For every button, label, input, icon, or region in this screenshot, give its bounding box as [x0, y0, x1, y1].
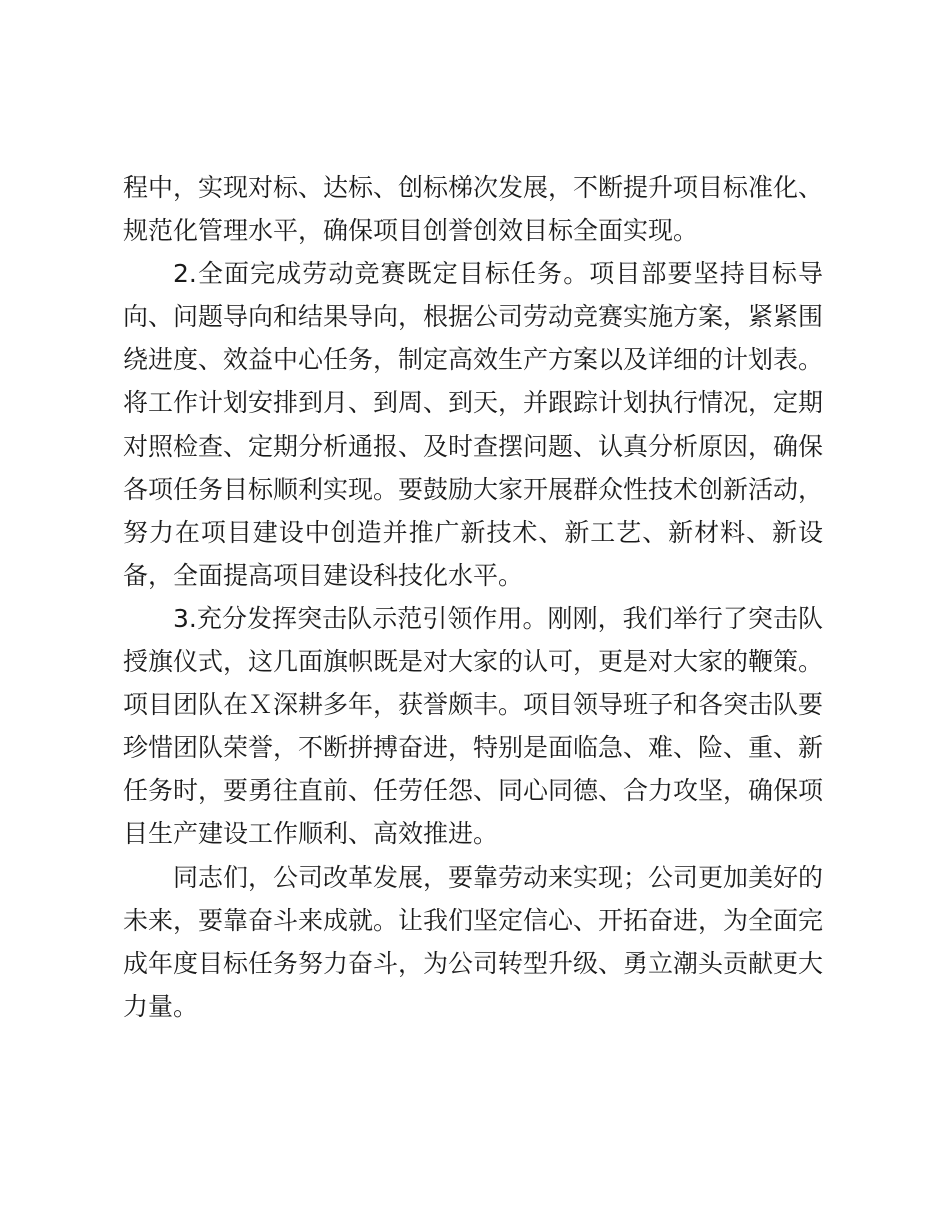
- document-body: [123, 166, 823, 1028]
- text-line: 向、问题导向和结果导向，根据公司劳动竞赛实施方案，紧紧围: [123, 302, 824, 332]
- paragraph-2: [123, 252, 823, 597]
- text-line: 授旗仪式，这几面旗帜既是对大家的认可，更是对大家的鞭策。: [123, 647, 824, 677]
- text-line: 努力在项目建设中创造并推广新技术、新工艺、新材料、新设: [123, 517, 823, 547]
- text-line: 绕进度、效益中心任务，制定高效生产方案以及详细的计划表。: [123, 345, 824, 375]
- text-line: 成年度目标任务努力奋斗，为公司转型升级、勇立潮头贡献更大: [123, 948, 824, 978]
- text-line: 项目团队在Ｘ深耕多年，获誉颇丰。项目领导班子和各突击队要: [123, 690, 824, 720]
- text-line: 备，全面提高项目建设科技化水平。: [123, 560, 524, 590]
- text-line: 珍惜团队荣誉，不断拼搏奋进，特别是面临急、难、险、重、新: [123, 733, 824, 763]
- text-line: 目生产建设工作顺利、高效推进。: [123, 819, 499, 849]
- text-line: 规范化管理水平，确保项目创誉创效目标全面实现。: [123, 216, 699, 246]
- paragraph-1: [123, 166, 823, 252]
- text-line: 程中，实现对标、达标、创标梯次发展，不断提升项目标准化、: [123, 173, 824, 202]
- text-line: 任务时，要勇往直前、任劳任怨、同心同德、合力攻坚，确保项: [123, 776, 824, 806]
- text-line: 对照检查、定期分析通报、及时查摆问题、认真分析原因，确保: [123, 431, 824, 461]
- text-line: 各项任务目标顺利实现。要鼓励大家开展群众性技术创新活动，: [123, 474, 824, 504]
- text-line: 同志们，公司改革发展，要靠劳动来实现；公司更加美好的: [173, 862, 824, 892]
- text-line: 力量。: [123, 991, 199, 1021]
- text-line: 未来，要靠奋斗来成就。让我们坚定信心、开拓奋进，为全面完: [123, 905, 824, 935]
- paragraph-4: [123, 856, 823, 1028]
- paragraph-3: [123, 597, 823, 856]
- text-line: 2.全面完成劳动竞赛既定目标任务。项目部要坚持目标导: [173, 259, 823, 289]
- text-line: 将工作计划安排到月、到周、到天，并跟踪计划执行情况，定期: [123, 388, 824, 418]
- text-line: 3.充分发挥突击队示范引领作用。刚刚，我们举行了突击队: [173, 603, 823, 633]
